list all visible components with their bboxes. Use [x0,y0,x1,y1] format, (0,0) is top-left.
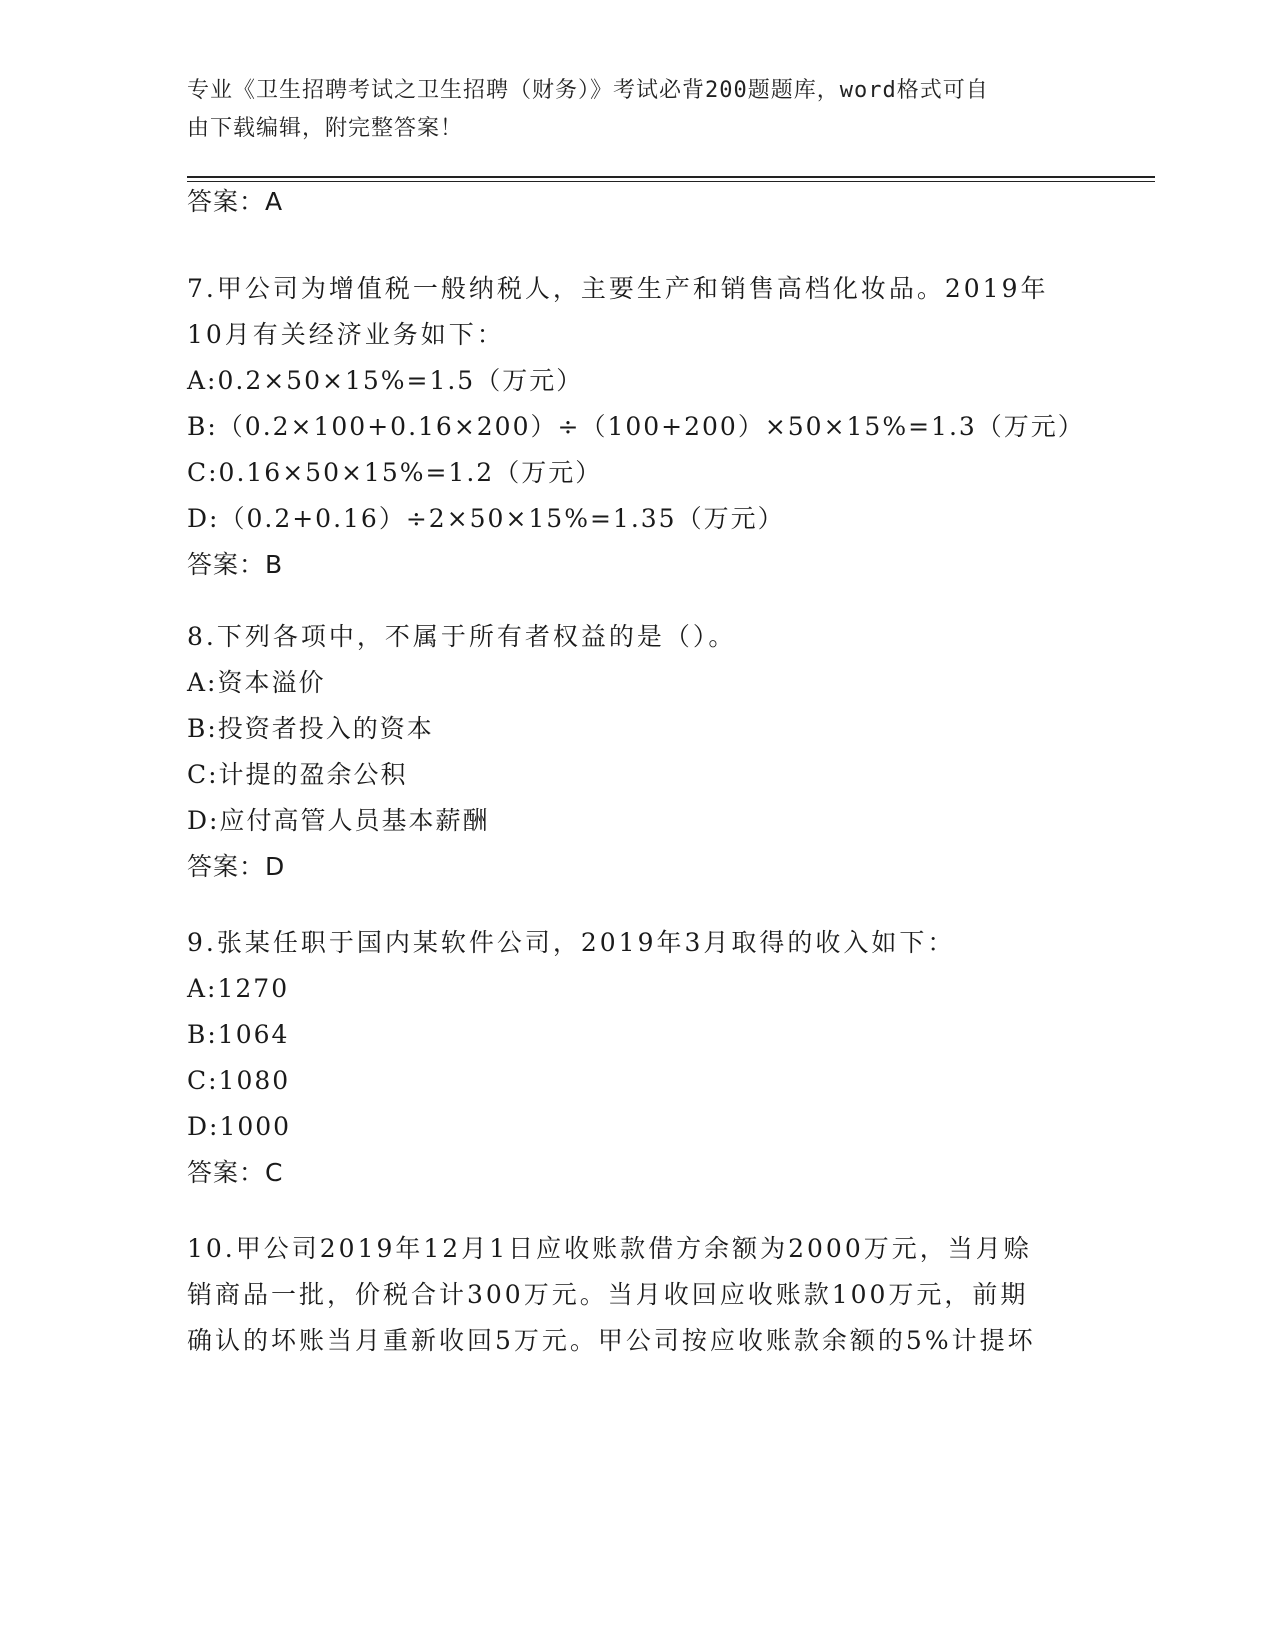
question-7 [187,266,1087,588]
question-text: 9.张某任职于国内某软件公司，2019年3月取得的收入如下： [187,928,956,957]
option-a: A:1270 [187,974,290,1003]
header-line-1: 专业《卫生招聘考试之卫生招聘（财务）》考试必背200题题库，word格式可自 [187,78,989,103]
option-a: A:资本溢价 [187,668,326,697]
question-10 [187,1226,1087,1364]
question-text: 8.下列各项中，不属于所有者权益的是（）。 [187,622,737,651]
question-text: 销商品一批，价税合计300万元。当月收回应收账款100万元，前期 [187,1280,1029,1309]
question-text: 7.甲公司为增值税一般纳税人，主要生产和销售高档化妆品。2019年 [187,274,1049,303]
question-8 [187,614,1087,890]
option-a: A:0.2×50×15%=1.5（万元） [187,366,584,395]
answer-label: 答案：D [187,852,286,881]
question-text: 10月有关经济业务如下： [187,320,505,349]
option-c: C:计提的盈余公积 [187,760,408,789]
answer-label: 答案：C [187,1158,284,1187]
previous-answer-block [187,179,1087,225]
page-header [187,72,1077,148]
answer-label: 答案：B [187,550,284,579]
option-d: D:1000 [187,1112,292,1141]
option-d: D:应付高管人员基本薪酬 [187,806,490,835]
question-text: 10.甲公司2019年12月1日应收账款借方余额为2000万元，当月赊 [187,1234,1032,1263]
answer-label: 答案：A [187,187,284,216]
option-b: B:（0.2×100+0.16×200）÷（100+200）×50×15%=1.3（万元） [187,412,1085,441]
option-c: C:0.16×50×15%=1.2（万元） [187,458,603,487]
option-b: B:1064 [187,1020,290,1049]
question-9 [187,920,1087,1196]
question-text: 确认的坏账当月重新收回5万元。甲公司按应收账款余额的5%计提坏 [187,1326,1036,1355]
header-line-2: 由下载编辑，附完整答案！ [187,116,464,141]
header-divider-thick [187,176,1155,178]
option-d: D:（0.2+0.16）÷2×50×15%=1.35（万元） [187,504,785,533]
option-c: C:1080 [187,1066,291,1095]
option-b: B:投资者投入的资本 [187,714,434,743]
